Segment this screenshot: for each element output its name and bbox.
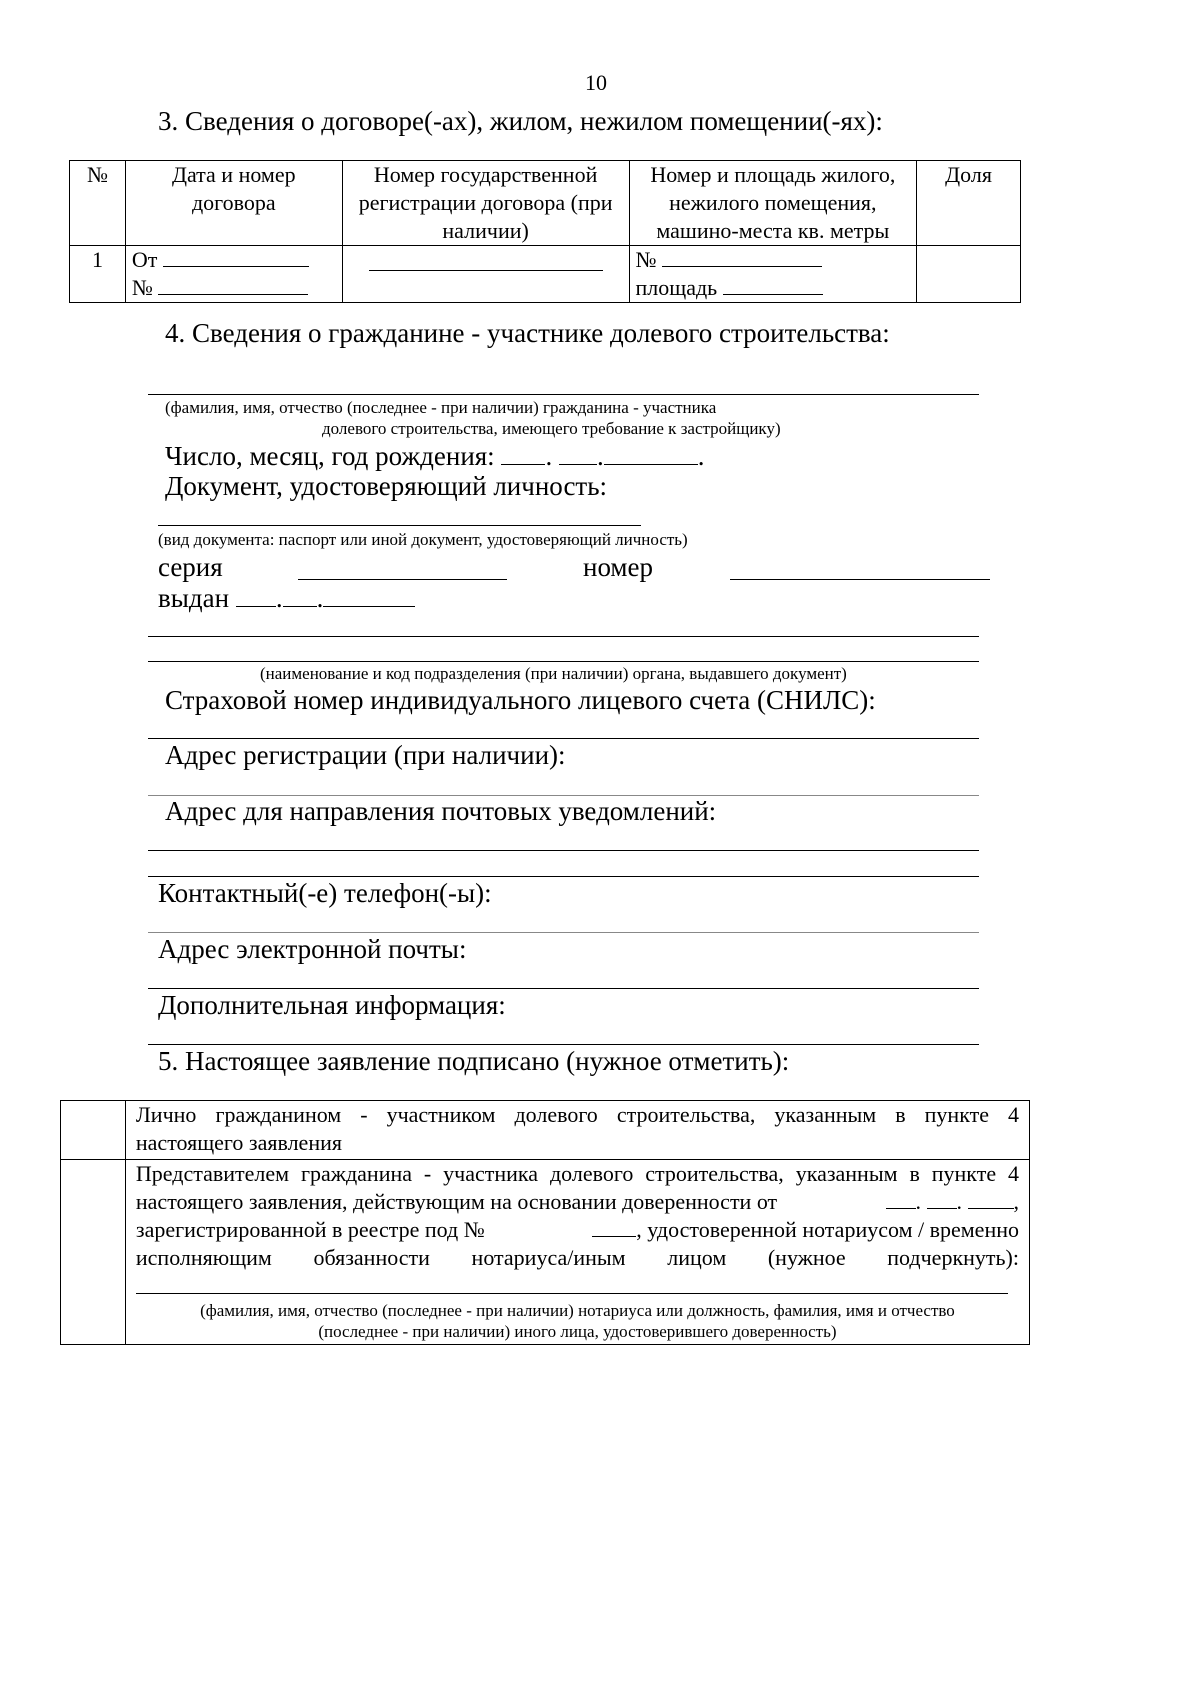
issuer-field-line2[interactable] <box>148 661 979 662</box>
phone-label: Контактный(-е) телефон(-ы): <box>158 878 492 908</box>
notary-name-field[interactable] <box>136 1293 1008 1294</box>
issue-month-field[interactable] <box>283 586 317 607</box>
series-label: серия <box>158 552 223 582</box>
snils-field[interactable] <box>148 738 979 739</box>
section5-heading: 5. Настоящее заявление подписано (нужное отметить): <box>158 1046 790 1076</box>
doc-number-field[interactable] <box>730 579 990 580</box>
option2-line3a: зарегистрированной в реестре под № <box>135 1217 485 1242</box>
contract-number-field[interactable] <box>158 274 308 295</box>
birth-date-line: Число, месяц, год рождения: . . . <box>165 441 705 471</box>
page-number: 10 <box>585 70 607 95</box>
area-prefix: площадь <box>635 275 718 300</box>
col-header-share: Доля <box>917 161 1021 246</box>
premises-number-prefix: № <box>635 247 657 272</box>
option2-line4: исполняющим обязанности нотариуса/иным лицом (нужное подчеркнуть): <box>135 1245 1019 1270</box>
birth-day-field[interactable] <box>501 444 545 465</box>
registry-number-field[interactable] <box>592 1216 636 1237</box>
postal-address-label: Адрес для направления почтовых уведомлений: <box>165 796 717 826</box>
notary-caption-line1: (фамилия, имя, отчество (последнее - при наличии) нотариуса или должность, фамилия, имя и отчество <box>200 1301 955 1320</box>
section3-heading: 3. Сведения о договоре(-ах), жилом, нежилом помещении(-ях): <box>158 106 883 136</box>
postal-address-field-line2[interactable] <box>148 876 979 877</box>
number-prefix: № <box>131 275 153 300</box>
poa-year-field[interactable] <box>968 1188 1014 1209</box>
contracts-table <box>69 160 1021 303</box>
option1-line1: Лично гражданином - участником долевого строительства, указанным в пункте 4 <box>135 1102 1019 1127</box>
notary-caption-line2: (последнее - при наличии) иного лица, удостоверившего доверенность) <box>318 1322 837 1341</box>
fio-caption-line2: долевого строительства, имеющего требование к застройщику) <box>322 419 781 438</box>
id-document-caption: (вид документа: паспорт или иной документ, удостоверяющий личность) <box>158 530 688 549</box>
series-field[interactable] <box>298 579 507 580</box>
area-field[interactable] <box>723 274 823 295</box>
email-field[interactable] <box>148 988 979 989</box>
date-prefix: От <box>131 247 158 272</box>
fio-field[interactable] <box>148 394 979 395</box>
id-document-type-field[interactable] <box>158 525 641 526</box>
issuer-field-line1[interactable] <box>148 636 979 637</box>
birth-year-field[interactable] <box>604 444 698 465</box>
option1-text <box>125 1101 1029 1160</box>
option2-checkbox[interactable] <box>61 1160 126 1345</box>
option2-line1: Представителем гражданина - участника долевого строительства, указанным в пункте 4 <box>135 1161 1019 1186</box>
issued-label: выдан <box>158 583 230 613</box>
reg-address-label: Адрес регистрации (при наличии): <box>165 740 566 770</box>
premises-cell <box>629 246 917 303</box>
poa-day-field[interactable] <box>886 1188 916 1209</box>
option1-line2: настоящего заявления <box>135 1130 342 1155</box>
option2-line2: настоящего заявления, действующим на основании доверенности от <box>135 1189 778 1214</box>
issue-day-field[interactable] <box>236 586 276 607</box>
phone-field[interactable] <box>148 932 979 933</box>
additional-info-field[interactable] <box>148 1044 979 1045</box>
col-header-contract-date-number: Дата и номер договора <box>125 161 342 246</box>
section4-heading: 4. Сведения о гражданине - участнике долевого строительства: <box>165 318 890 348</box>
issue-year-field[interactable] <box>323 586 415 607</box>
option2-text: Представителем гражданина - участника долевого строительства, указанным в пункте 4 настоящего заявления, действующим на основании доверенности от . . , зарегистрированной в реестре под № , удостоверенной нотариусом / временно исполняющим обязанности нотариуса/иным лицом (нужное подчеркнуть): (фамилия, имя, отчество (последнее - при наличии) нотариуса или должность, фамилия, имя и отчество (последнее - при наличии) иного лица, удостоверившего доверенность) <box>125 1160 1029 1345</box>
snils-label: Страховой номер индивидуального лицевого счета (СНИЛС): <box>165 685 876 715</box>
additional-info-label: Дополнительная информация: <box>158 990 506 1020</box>
col-header-premises: Номер и площадь жилого, нежилого помещения, машино-места кв. метры <box>629 161 917 246</box>
email-label: Адрес электронной почты: <box>158 934 467 964</box>
contract-date-field[interactable] <box>163 246 309 267</box>
number-label: номер <box>583 552 654 582</box>
col-header-registration-number: Номер государственной регистрации договора (при наличии) <box>342 161 629 246</box>
option1-checkbox[interactable] <box>61 1101 126 1160</box>
issued-line: выдан . . <box>158 583 415 614</box>
premises-number-field[interactable] <box>662 246 822 267</box>
fio-caption-line1: (фамилия, имя, отчество (последнее - при наличии) гражданина - участника <box>165 398 717 417</box>
col-header-number: № <box>70 161 126 246</box>
birth-month-field[interactable] <box>559 444 597 465</box>
birth-date-label: Число, месяц, год рождения: <box>165 441 495 471</box>
id-document-label: Документ, удостоверяющий личность: <box>165 471 608 501</box>
contract-date-number-cell <box>125 246 342 303</box>
poa-month-field[interactable] <box>927 1188 957 1209</box>
issuer-caption: (наименование и код подразделения (при наличии) органа, выдавшего документ) <box>260 664 847 683</box>
signature-options-table <box>60 1100 1030 1345</box>
row-number: 1 <box>70 246 126 303</box>
postal-address-field-line1[interactable] <box>148 850 979 851</box>
option2-line3b: , удостоверенной нотариусом / временно <box>636 1217 1019 1242</box>
registration-number-field[interactable] <box>369 250 603 271</box>
share-field[interactable] <box>917 246 1021 303</box>
registration-number-cell <box>342 246 629 303</box>
